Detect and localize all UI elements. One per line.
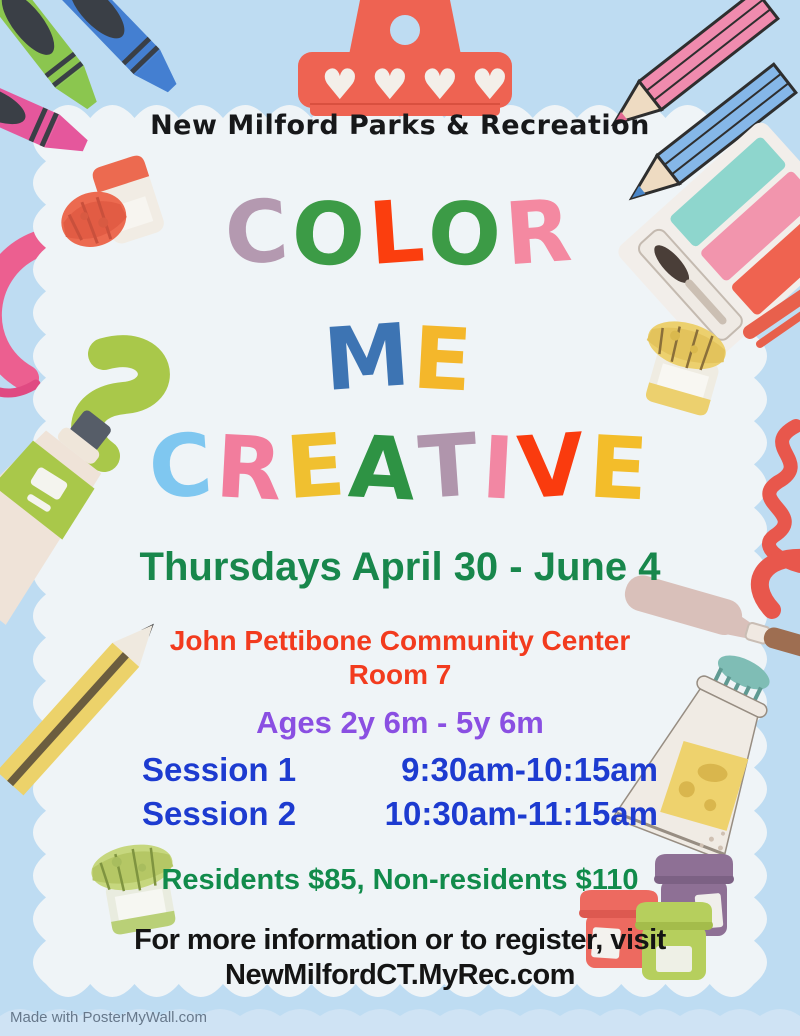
title-letter: T bbox=[415, 414, 486, 520]
ages-text: Ages 2y 6m - 5y 6m bbox=[256, 705, 544, 740]
poster-title-line-1 bbox=[0, 180, 800, 287]
title-letter: C bbox=[221, 180, 296, 286]
title-letter: C bbox=[145, 414, 220, 520]
title-letter: I bbox=[479, 418, 521, 520]
poster-title-line-3 bbox=[0, 414, 800, 521]
location-line-2: Room 7 bbox=[348, 659, 452, 690]
title-letter: E bbox=[585, 417, 654, 521]
session-row-1 bbox=[0, 751, 800, 789]
title-letter: O bbox=[425, 183, 508, 287]
session-time: 9:30am-10:15am bbox=[401, 751, 658, 788]
location-line-1: John Pettibone Community Center bbox=[169, 625, 631, 656]
info-line-1: For more information or to register, visit bbox=[134, 924, 666, 956]
svg-text:♥: ♥ bbox=[371, 60, 409, 109]
registration-url: NewMilfordCT.MyRec.com bbox=[225, 959, 575, 991]
session-name: Session 2 bbox=[142, 795, 297, 832]
title-letter: A bbox=[346, 417, 422, 521]
svg-text:♥: ♥ bbox=[471, 60, 509, 109]
title-letter: M bbox=[320, 304, 417, 412]
poster-title-line-2 bbox=[0, 304, 800, 412]
svg-text:♥: ♥ bbox=[421, 60, 459, 109]
heart-clip-icon bbox=[290, 0, 520, 122]
title-letter: E bbox=[410, 308, 479, 412]
title-letter: O bbox=[289, 183, 372, 287]
title-letter: R bbox=[213, 417, 289, 521]
title-letter: V bbox=[514, 414, 592, 520]
title-letter: E bbox=[282, 414, 353, 520]
session-row-2 bbox=[0, 795, 800, 833]
session-time: 10:30am-11:15am bbox=[384, 795, 658, 832]
title-letter: R bbox=[501, 180, 579, 286]
session-name: Session 1 bbox=[142, 751, 297, 788]
pricing-text: Residents $85, Non-residents $110 bbox=[161, 864, 639, 896]
schedule-text: Thursdays April 30 - June 4 bbox=[139, 545, 661, 589]
organization-name: New Milford Parks & Recreation bbox=[150, 110, 650, 141]
title-letter: L bbox=[365, 181, 432, 285]
watermark-text: Made with PosterMyWall.com bbox=[10, 1009, 207, 1026]
svg-text:♥: ♥ bbox=[321, 60, 359, 109]
